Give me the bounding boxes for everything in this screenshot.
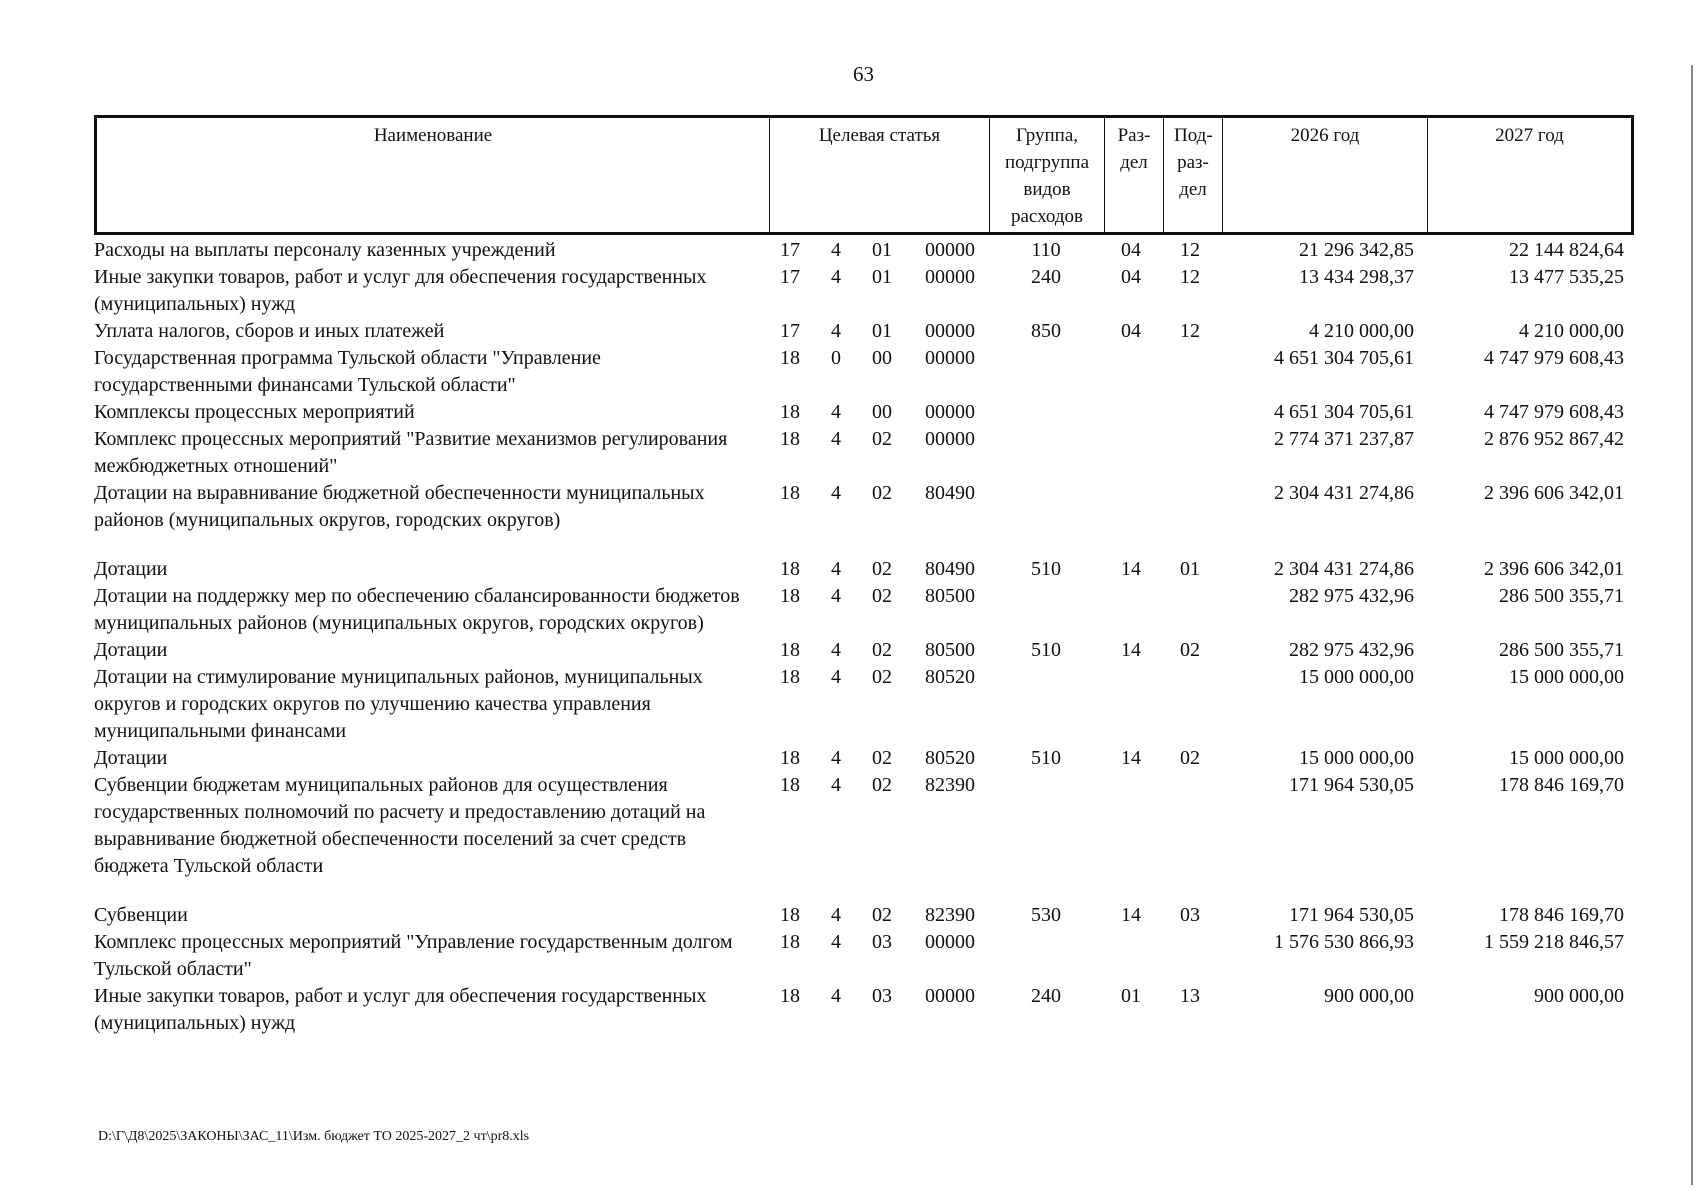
cell-sec: 14 xyxy=(1121,639,1141,661)
cell-y2027: 178 846 169,70 xyxy=(1499,774,1624,796)
cell-c4: 82390 xyxy=(925,774,975,796)
row-name: Государственная программа Тульской области "Управление государственными финансами Тульской области" xyxy=(94,347,601,396)
cell-c3: 01 xyxy=(872,239,892,261)
cell-y2027: 286 500 355,71 xyxy=(1499,639,1624,661)
table-row xyxy=(94,318,1634,345)
cell-y2027: 900 000,00 xyxy=(1534,985,1624,1007)
row-name: Субвенции бюджетам муниципальных районов для осуществления государственных полномочий по расчету и предоставлению дотаций на выравнивание бюджетной обеспеченности поселений за счет средств бюджета Тульской области xyxy=(94,774,706,877)
cell-c4: 80490 xyxy=(925,558,975,580)
cell-c1: 18 xyxy=(780,585,800,607)
cell-y2027: 13 477 535,25 xyxy=(1509,266,1624,288)
header-subsection: Под-раз-дел xyxy=(1163,118,1222,232)
cell-y2027: 2 396 606 342,01 xyxy=(1484,482,1624,504)
budget-table xyxy=(94,115,1634,1037)
cell-group: 510 xyxy=(1031,639,1061,661)
cell-group: 510 xyxy=(1031,747,1061,769)
cell-y2026: 15 000 000,00 xyxy=(1299,747,1414,769)
cell-c1: 18 xyxy=(780,666,800,688)
cell-y2026: 2 774 371 237,87 xyxy=(1274,428,1414,450)
cell-c3: 02 xyxy=(872,585,892,607)
row-name: Комплекс процессных мероприятий "Развитие механизмов регулирования межбюджетных отношений" xyxy=(94,428,728,477)
cell-sub: 12 xyxy=(1180,239,1200,261)
cell-y2027: 15 000 000,00 xyxy=(1509,747,1624,769)
header-2026: 2026 год xyxy=(1222,118,1427,232)
cell-c1: 17 xyxy=(780,266,800,288)
cell-c2: 4 xyxy=(831,666,841,688)
cell-sub: 12 xyxy=(1180,320,1200,342)
cell-c2: 4 xyxy=(831,558,841,580)
cell-group: 110 xyxy=(1031,239,1061,261)
header-section: Раз-дел xyxy=(1104,118,1163,232)
scan-edge xyxy=(1691,65,1693,1185)
cell-c1: 17 xyxy=(780,320,800,342)
table-row xyxy=(94,264,1634,318)
cell-c3: 02 xyxy=(872,428,892,450)
row-name: Комплекс процессных мероприятий "Управление государственным долгом Тульской области" xyxy=(94,931,733,980)
cell-y2027: 286 500 355,71 xyxy=(1499,585,1624,607)
cell-sub: 03 xyxy=(1180,904,1200,926)
row-name: Дотации xyxy=(94,639,168,661)
cell-sec: 04 xyxy=(1121,320,1141,342)
cell-c3: 02 xyxy=(872,774,892,796)
page-number: 63 xyxy=(853,62,874,86)
file-path: D:\Г\Д8\2025\ЗАКОНЫ\ЗАС_11\Изм. бюджет ТО 2025-2027_2 чт\pr8.xls xyxy=(98,1129,530,1144)
cell-c1: 18 xyxy=(780,747,800,769)
row-name: Субвенции xyxy=(94,904,188,926)
cell-y2026: 13 434 298,37 xyxy=(1299,266,1414,288)
cell-y2026: 1 576 530 866,93 xyxy=(1274,931,1414,953)
cell-sec: 04 xyxy=(1121,239,1141,261)
cell-c2: 4 xyxy=(831,774,841,796)
cell-sec: 14 xyxy=(1121,904,1141,926)
cell-c2: 4 xyxy=(831,320,841,342)
cell-sec: 01 xyxy=(1121,985,1141,1007)
header-target: Целевая статья xyxy=(769,118,989,232)
cell-c4: 80520 xyxy=(925,747,975,769)
row-name: Иные закупки товаров, работ и услуг для обеспечения государственных (муниципальных) нужд xyxy=(94,266,707,315)
cell-c1: 18 xyxy=(780,639,800,661)
cell-c1: 17 xyxy=(780,239,800,261)
cell-c4: 80490 xyxy=(925,482,975,504)
cell-y2026: 171 964 530,05 xyxy=(1289,774,1414,796)
table-row xyxy=(94,745,1634,772)
cell-c2: 4 xyxy=(831,401,841,423)
cell-y2026: 2 304 431 274,86 xyxy=(1274,482,1414,504)
cell-y2026: 900 000,00 xyxy=(1324,985,1414,1007)
cell-c4: 00000 xyxy=(925,428,975,450)
cell-y2027: 1 559 218 846,57 xyxy=(1484,931,1624,953)
cell-c2: 4 xyxy=(831,747,841,769)
row-name: Дотации xyxy=(94,747,168,769)
cell-y2026: 4 210 000,00 xyxy=(1309,320,1414,342)
table-row xyxy=(94,426,1634,480)
table-row xyxy=(94,983,1634,1037)
cell-y2027: 15 000 000,00 xyxy=(1509,666,1624,688)
cell-c3: 02 xyxy=(872,558,892,580)
cell-c1: 18 xyxy=(780,774,800,796)
cell-y2026: 2 304 431 274,86 xyxy=(1274,558,1414,580)
table-row xyxy=(94,237,1634,264)
cell-group: 530 xyxy=(1031,904,1061,926)
row-name: Дотации на стимулирование муниципальных районов, муниципальных округов и городских округов по улучшению качества управления муниципальными финансами xyxy=(94,666,703,742)
cell-c3: 02 xyxy=(872,904,892,926)
cell-c3: 01 xyxy=(872,266,892,288)
cell-c2: 4 xyxy=(831,639,841,661)
cell-group: 850 xyxy=(1031,320,1061,342)
cell-c1: 18 xyxy=(780,931,800,953)
row-name: Дотации xyxy=(94,558,168,580)
row-name: Комплексы процессных мероприятий xyxy=(94,401,415,423)
cell-y2026: 4 651 304 705,61 xyxy=(1274,347,1414,369)
row-name: Дотации на поддержку мер по обеспечению сбалансированности бюджетов муниципальных районов (муниципальных округов, городских округов) xyxy=(94,585,740,634)
cell-c4: 00000 xyxy=(925,266,975,288)
cell-y2026: 4 651 304 705,61 xyxy=(1274,401,1414,423)
cell-c2: 4 xyxy=(831,239,841,261)
row-name: Уплата налогов, сборов и иных платежей xyxy=(94,320,445,342)
cell-c3: 01 xyxy=(872,320,892,342)
cell-c3: 02 xyxy=(872,747,892,769)
cell-c2: 4 xyxy=(831,904,841,926)
row-name: Расходы на выплаты персоналу казенных учреждений xyxy=(94,239,556,261)
cell-c2: 0 xyxy=(831,347,841,369)
cell-c3: 02 xyxy=(872,666,892,688)
cell-c4: 80500 xyxy=(925,639,975,661)
row-name: Иные закупки товаров, работ и услуг для обеспечения государственных (муниципальных) нужд xyxy=(94,985,707,1034)
cell-c4: 80500 xyxy=(925,585,975,607)
header-2027: 2027 год xyxy=(1427,118,1631,232)
table-row xyxy=(94,556,1634,583)
cell-c1: 18 xyxy=(780,401,800,423)
table-row xyxy=(94,664,1634,745)
cell-c2: 4 xyxy=(831,931,841,953)
cell-c4: 80520 xyxy=(925,666,975,688)
cell-y2027: 2 396 606 342,01 xyxy=(1484,558,1624,580)
cell-y2026: 171 964 530,05 xyxy=(1289,904,1414,926)
table-row xyxy=(94,637,1634,664)
cell-sub: 12 xyxy=(1180,266,1200,288)
cell-c4: 00000 xyxy=(925,347,975,369)
cell-c3: 03 xyxy=(872,931,892,953)
cell-c3: 00 xyxy=(872,347,892,369)
cell-c4: 00000 xyxy=(925,985,975,1007)
cell-c1: 18 xyxy=(780,428,800,450)
table-row xyxy=(94,583,1634,637)
cell-c4: 00000 xyxy=(925,931,975,953)
table-row xyxy=(94,772,1634,880)
cell-c2: 4 xyxy=(831,428,841,450)
table-row xyxy=(94,399,1634,426)
cell-c1: 18 xyxy=(780,558,800,580)
table-header xyxy=(94,115,1634,235)
header-name: Наименование xyxy=(373,125,493,146)
cell-c1: 18 xyxy=(780,985,800,1007)
row-name: Дотации на выравнивание бюджетной обеспеченности муниципальных районов (муниципальных округов, городских округов) xyxy=(94,482,705,531)
cell-sub: 02 xyxy=(1180,639,1200,661)
cell-c2: 4 xyxy=(831,482,841,504)
cell-c3: 02 xyxy=(872,482,892,504)
cell-y2027: 2 876 952 867,42 xyxy=(1484,428,1624,450)
cell-sec: 04 xyxy=(1121,266,1141,288)
cell-c2: 4 xyxy=(831,585,841,607)
cell-c4: 00000 xyxy=(925,239,975,261)
cell-c4: 00000 xyxy=(925,320,975,342)
table-row xyxy=(94,929,1634,983)
cell-c2: 4 xyxy=(831,985,841,1007)
cell-sub: 13 xyxy=(1180,985,1200,1007)
cell-sub: 02 xyxy=(1180,747,1200,769)
table-body xyxy=(94,237,1634,1037)
cell-group: 240 xyxy=(1031,266,1061,288)
cell-y2026: 21 296 342,85 xyxy=(1299,239,1414,261)
cell-y2027: 4 747 979 608,43 xyxy=(1484,401,1624,423)
cell-y2027: 4 747 979 608,43 xyxy=(1484,347,1624,369)
cell-y2026: 282 975 432,96 xyxy=(1289,639,1414,661)
cell-y2027: 178 846 169,70 xyxy=(1499,904,1624,926)
cell-c3: 00 xyxy=(872,401,892,423)
cell-c1: 18 xyxy=(780,904,800,926)
cell-y2027: 4 210 000,00 xyxy=(1519,320,1624,342)
header-group: Группа, подгруппа видов расходов xyxy=(989,118,1104,232)
table-row xyxy=(94,345,1634,399)
cell-sec: 14 xyxy=(1121,747,1141,769)
table-row xyxy=(94,902,1634,929)
cell-c2: 4 xyxy=(831,266,841,288)
cell-c3: 02 xyxy=(872,639,892,661)
cell-group: 240 xyxy=(1031,985,1061,1007)
cell-c3: 03 xyxy=(872,985,892,1007)
cell-y2027: 22 144 824,64 xyxy=(1509,239,1624,261)
cell-y2026: 15 000 000,00 xyxy=(1299,666,1414,688)
cell-sub: 01 xyxy=(1180,558,1200,580)
cell-c4: 00000 xyxy=(925,401,975,423)
cell-c1: 18 xyxy=(780,347,800,369)
table-row xyxy=(94,480,1634,534)
cell-sec: 14 xyxy=(1121,558,1141,580)
cell-c1: 18 xyxy=(780,482,800,504)
cell-group: 510 xyxy=(1031,558,1061,580)
cell-y2026: 282 975 432,96 xyxy=(1289,585,1414,607)
cell-c4: 82390 xyxy=(925,904,975,926)
